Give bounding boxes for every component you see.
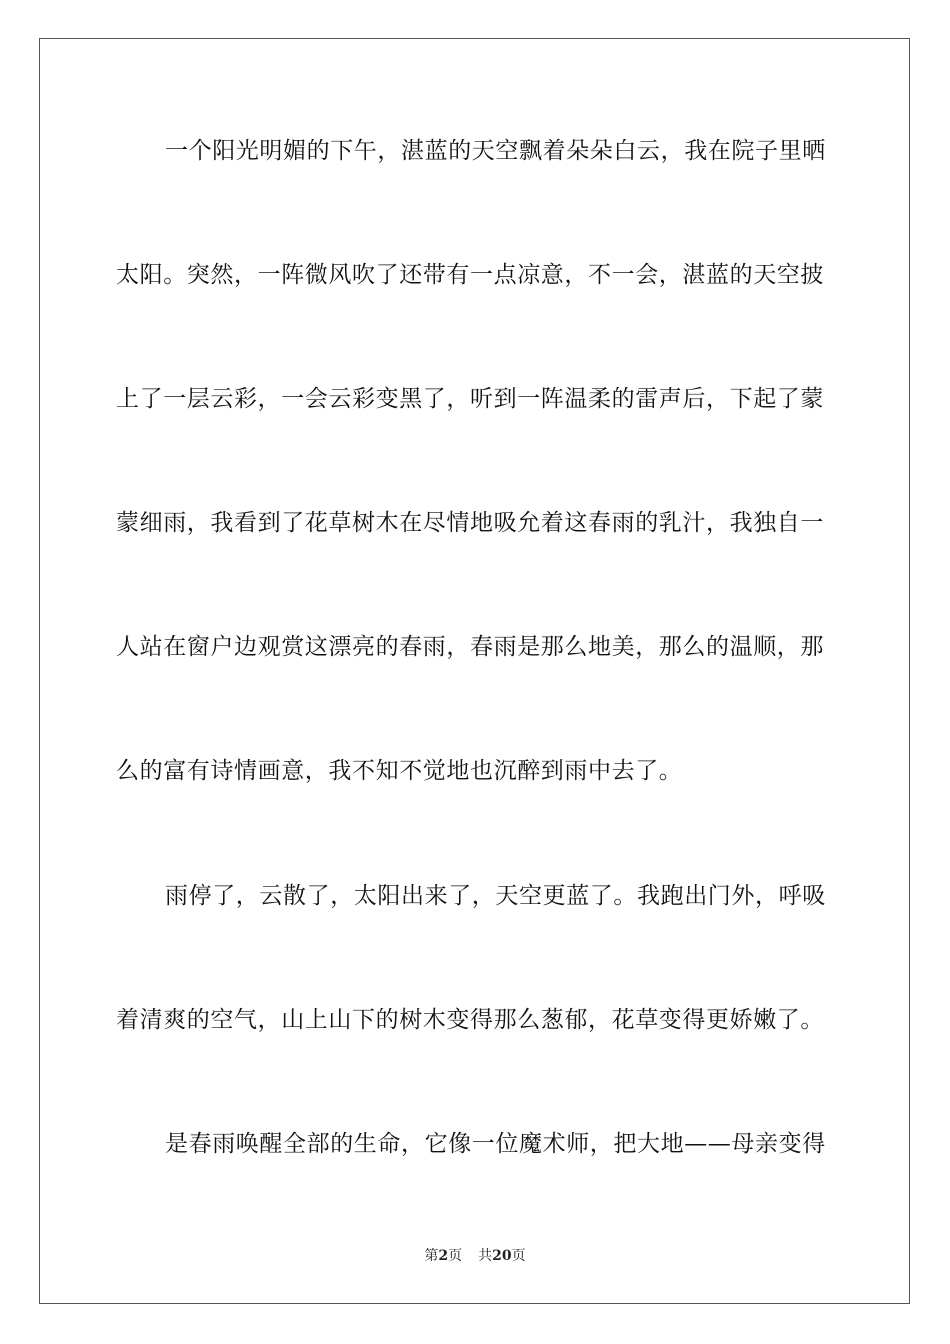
paragraph-line: 太阳。突然，一阵微风吹了还带有一点凉意，不一会，湛蓝的天空披	[116, 262, 824, 288]
paragraph-line: 蒙细雨，我看到了花草树木在尽情地吸允着这春雨的乳汁，我独自一	[116, 510, 824, 536]
paragraph-line: 一个阳光明媚的下午，湛蓝的天空飘着朵朵白云，我在院子里晒	[165, 138, 826, 164]
paragraph-line: 么的富有诗情画意，我不知不觉地也沉醉到雨中去了。	[116, 758, 683, 784]
page-prefix: 第	[424, 1248, 439, 1264]
total-pages: 20	[492, 1248, 512, 1264]
paragraph-line: 人站在窗户边观赏这漂亮的春雨，春雨是那么地美，那么的温顺，那	[116, 634, 824, 660]
page-footer	[0, 1246, 950, 1266]
paragraph-line: 着清爽的空气，山上山下的树木变得那么葱郁，花草变得更娇嫩了。	[116, 1007, 824, 1033]
total-suffix: 页	[511, 1248, 526, 1264]
total-prefix: 共	[478, 1248, 493, 1264]
paragraph-line: 是春雨唤醒全部的生命，它像一位魔术师，把大地——母亲变得	[165, 1131, 826, 1157]
paragraph-line: 上了一层云彩，一会云彩变黑了，听到一阵温柔的雷声后，下起了蒙	[116, 386, 824, 412]
page-border	[39, 38, 910, 1304]
page-suffix: 页	[448, 1248, 463, 1264]
paragraph-line: 雨停了，云散了，太阳出来了，天空更蓝了。我跑出门外，呼吸	[165, 883, 826, 909]
page-number: 2	[438, 1248, 449, 1264]
